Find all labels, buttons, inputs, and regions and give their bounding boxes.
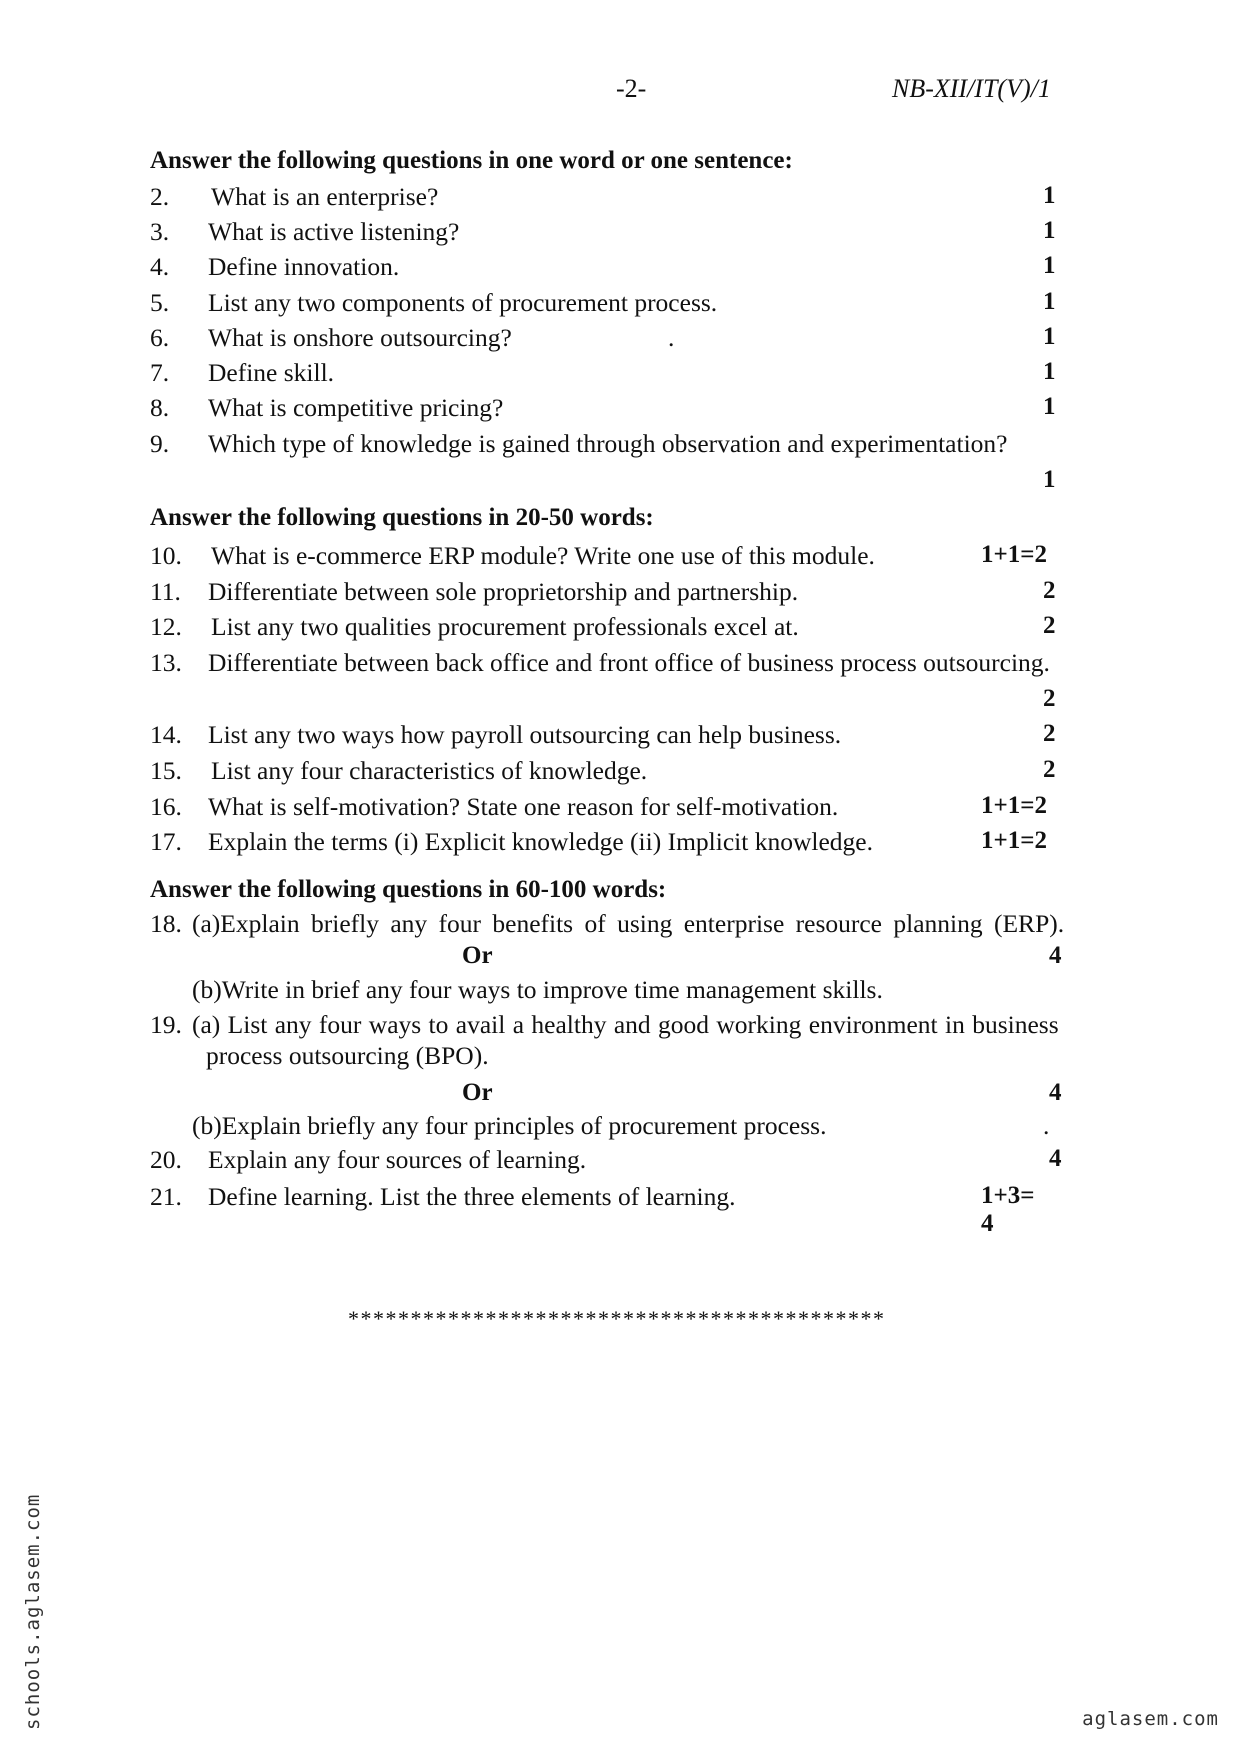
question-marks: 1+1=2: [981, 541, 1047, 568]
question-marks: 2: [1043, 756, 1056, 783]
question-20: [150, 1145, 1062, 1177]
question-9-marks: 1: [1043, 466, 1056, 493]
question-5: [150, 288, 1056, 320]
question-marks: 4: [1049, 1145, 1062, 1172]
question-12: [150, 612, 1056, 644]
section-heading-20-50-words: Answer the following questions in 20-50 words:: [150, 504, 654, 531]
stray-dot: .: [668, 323, 675, 352]
question-19a-text-line2: process outsourcing (BPO).: [206, 1041, 489, 1070]
question-marks: 1: [1043, 358, 1056, 385]
stray-dot: .: [1043, 1111, 1050, 1140]
question-text: Explain any four sources of learning.: [208, 1145, 587, 1174]
question-number: 7.: [150, 358, 170, 387]
question-text: What is an enterprise?: [211, 182, 439, 211]
question-19a-text-line1: (a) List any four ways to avail a healthy and good working environment in business: [192, 1010, 1059, 1039]
question-marks: 1: [1043, 252, 1056, 279]
question-2: [150, 182, 1056, 214]
question-13-marks: 2: [1043, 685, 1056, 712]
question-number: 12.: [150, 612, 182, 641]
question-text: Which type of knowledge is gained through observation and experimentation?: [208, 429, 1008, 458]
question-number: 4.: [150, 252, 170, 281]
question-text: What is active listening?: [208, 217, 460, 246]
question-number: 13.: [150, 648, 182, 677]
question-8: [150, 393, 1056, 425]
page-number: -2-: [616, 74, 647, 103]
question-16: [150, 792, 1050, 824]
paper-code: NB-XII/IT(V)/1: [892, 74, 1051, 103]
side-watermark: schools.aglasem.com: [22, 1493, 44, 1730]
question-6: [150, 323, 1056, 355]
question-number: 5.: [150, 288, 170, 317]
question-text: Define skill.: [208, 358, 335, 387]
question-4: [150, 252, 1056, 284]
question-number: 14.: [150, 720, 182, 749]
question-19-marks: 4: [1049, 1079, 1062, 1106]
question-10: [150, 541, 1050, 573]
question-number: 6.: [150, 323, 170, 352]
question-marks: 1+3= 4: [981, 1182, 1035, 1237]
question-18b-text: (b)Write in brief any four ways to improve time management skills.: [192, 975, 883, 1004]
question-text: List any two components of procurement process.: [208, 288, 718, 317]
question-11: [150, 577, 1056, 609]
end-of-paper-stars: *******************************************: [348, 1306, 886, 1331]
bottom-right-watermark: aglasem.com: [1082, 1708, 1219, 1730]
question-19-number: 19.: [150, 1010, 182, 1039]
question-number: 9.: [150, 429, 170, 458]
question-text: What is e-commerce ERP module? Write one use of this module.: [211, 541, 875, 570]
question-18-marks: 4: [1049, 942, 1062, 969]
question-15: [150, 756, 1056, 788]
question-number: 16.: [150, 792, 182, 821]
question-marks: 1+1=2: [981, 827, 1047, 854]
question-marks: 2: [1043, 612, 1056, 639]
question-number: 10.: [150, 541, 182, 570]
question-marks: 1: [1043, 393, 1056, 420]
question-text: Define innovation.: [208, 252, 400, 281]
question-18a-text: (a)Explain briefly any four benefits of using enterprise resource planning (ERP).: [192, 909, 1065, 938]
question-text: Define learning. List the three elements of learning.: [208, 1182, 736, 1211]
question-text: Differentiate between sole proprietorship and partnership.: [208, 577, 799, 606]
question-marks: 1+1=2: [981, 792, 1047, 819]
question-marks: 2: [1043, 577, 1056, 604]
question-marks: 2: [1043, 720, 1056, 747]
question-text: Differentiate between back office and front office of business process outsourcing.: [208, 648, 1050, 677]
section-heading-60-100-words: Answer the following questions in 60-100 words:: [150, 876, 667, 903]
question-marks: 1: [1043, 182, 1056, 209]
question-number: 3.: [150, 217, 170, 246]
question-number: 8.: [150, 393, 170, 422]
question-text: What is self-motivation? State one reason for self-motivation.: [208, 792, 839, 821]
question-text: What is onshore outsourcing?: [208, 323, 512, 352]
question-text: List any two qualities procurement professionals excel at.: [211, 612, 799, 641]
question-3: [150, 217, 1056, 249]
question-9: [150, 429, 1050, 461]
question-number: 21.: [150, 1182, 182, 1211]
question-number: 20.: [150, 1145, 182, 1174]
question-text: List any four characteristics of knowledge.: [211, 756, 648, 785]
question-18-number: 18.: [150, 909, 182, 938]
question-text: Explain the terms (i) Explicit knowledge (ii) Implicit knowledge.: [208, 827, 873, 856]
question-14: [150, 720, 1056, 752]
question-text: What is competitive pricing?: [208, 393, 504, 422]
question-number: 15.: [150, 756, 182, 785]
question-19-or: Or: [462, 1079, 493, 1106]
question-number: 2.: [150, 182, 170, 211]
question-18-or: Or: [462, 942, 493, 969]
question-13: [150, 648, 1050, 680]
question-text: List any two ways how payroll outsourcing can help business.: [208, 720, 842, 749]
question-marks: 1: [1043, 323, 1056, 350]
question-17: [150, 827, 1050, 859]
question-number: 17.: [150, 827, 182, 856]
question-marks: 1: [1043, 217, 1056, 244]
question-19b-text: (b)Explain briefly any four principles of procurement process.: [192, 1111, 827, 1140]
question-marks: 1: [1043, 288, 1056, 315]
section-heading-one-word: Answer the following questions in one word or one sentence:: [150, 147, 793, 174]
question-7: [150, 358, 1056, 390]
question-number: 11.: [150, 577, 181, 606]
question-21: [150, 1182, 1050, 1237]
